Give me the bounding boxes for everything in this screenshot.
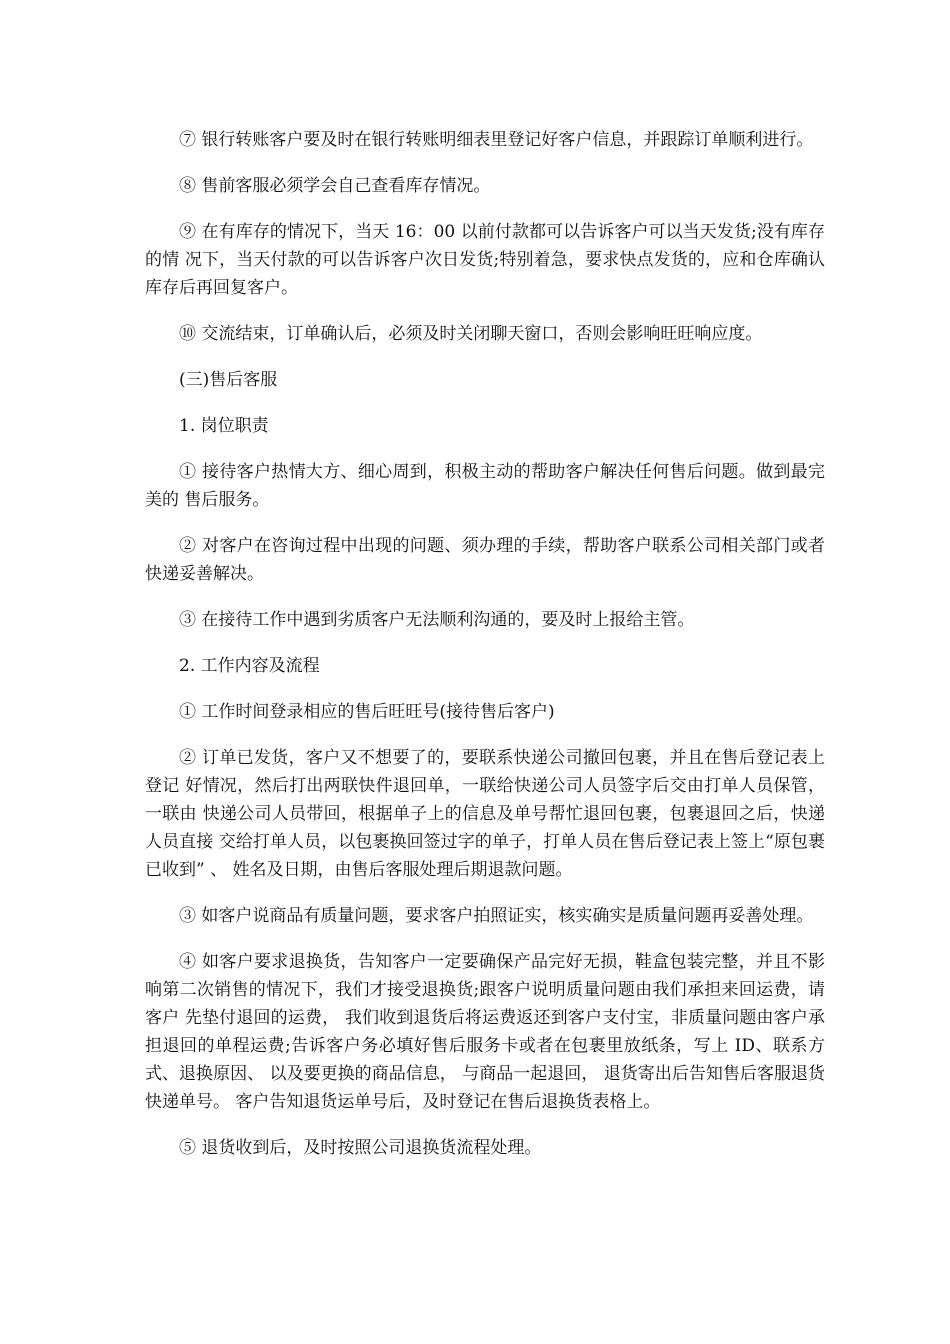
paragraph-item-7: ⑦ 银行转账客户要及时在银行转账明细表里登记好客户信息，并跟踪订单顺利进行。 <box>179 130 814 150</box>
workflow-item-3: ③ 如客户说商品有质量问题，要求客户拍照证实，核实确实是质量问题再妥善处理。 <box>179 906 814 926</box>
paragraph-item-10: ⑩ 交流结束，订单确认后，必须及时关闭聊天窗口，否则会影响旺旺响应度。 <box>179 324 763 344</box>
paragraph-item-8: ⑧ 售前客服必须学会自己查看库存情况。 <box>179 176 491 196</box>
workflow-item-4: ④ 如客户要求退换货，告知客户一定要确保产品完好无损，鞋盒包装完整，并且不影响第二次销售的情况下，我们才接受退换货;跟客户说明质量问题由我们承担来回运费，请客户 先垫付退回的运费， 我们收到退货后将运费返还到客户支付宝，非质量问题由客户承担退回的单程运费;告诉客户务必填好售后服务卡或者在包裹里放纸条，写上 ID、联系方式、退换原因、 以及要更换的商品信息， 与商品一起退回， 退货寄出后告知售后客服退货快递单号。 客户告知退货运单号后，及时登记在售后退换货表格上。 <box>145 952 825 1112</box>
subheading-workflow: 2. 工作内容及流程 <box>179 656 320 676</box>
subheading-job-duties: 1. 岗位职责 <box>179 416 269 436</box>
workflow-item-2: ② 订单已发货，客户又不想要了的，要联系快递公司撤回包裹，并且在售后登记表上登记 好情况，然后打出两联快件退回单，一联给快递公司人员签字后交由打单人员保管，一联由 快递公司人员带回，根据单子上的信息及单号帮忙退回包裹，包裹退回之后，快递人员直接 交给打单人员，以包裹换回签过字的单子，打单人员在售后登记表上签上“原包裹已收到” 、 姓名及日期，由售后客服处理后期退款问题。 <box>145 748 825 880</box>
workflow-item-5: ⑤ 退货收到后，及时按照公司退换货流程处理。 <box>179 1138 542 1158</box>
paragraph-item-9: ⑨ 在有库存的情况下，当天 16：00 以前付款都可以告诉客户可以当天发货;没有库存的情 况下，当天付款的可以告诉客户次日发货;特别着急，要求快点发货的，应和仓库确认库存后再回复客户。 <box>145 222 825 298</box>
duty-item-2: ② 对客户在咨询过程中出现的问题、须办理的手续，帮助客户联系公司相关部门或者快递妥善解决。 <box>145 536 825 584</box>
document-body <box>145 126 825 1180</box>
section-heading-after-sales: (三)售后客服 <box>179 370 278 390</box>
duty-item-1: ① 接待客户热情大方、细心周到，积极主动的帮助客户解决任何售后问题。做到最完美的 售后服务。 <box>145 462 825 510</box>
duty-item-3: ③ 在接待工作中遇到劣质客户无法顺利沟通的，要及时上报给主管。 <box>179 610 695 630</box>
workflow-item-1: ① 工作时间登录相应的售后旺旺号(接待售后客户) <box>179 702 555 722</box>
